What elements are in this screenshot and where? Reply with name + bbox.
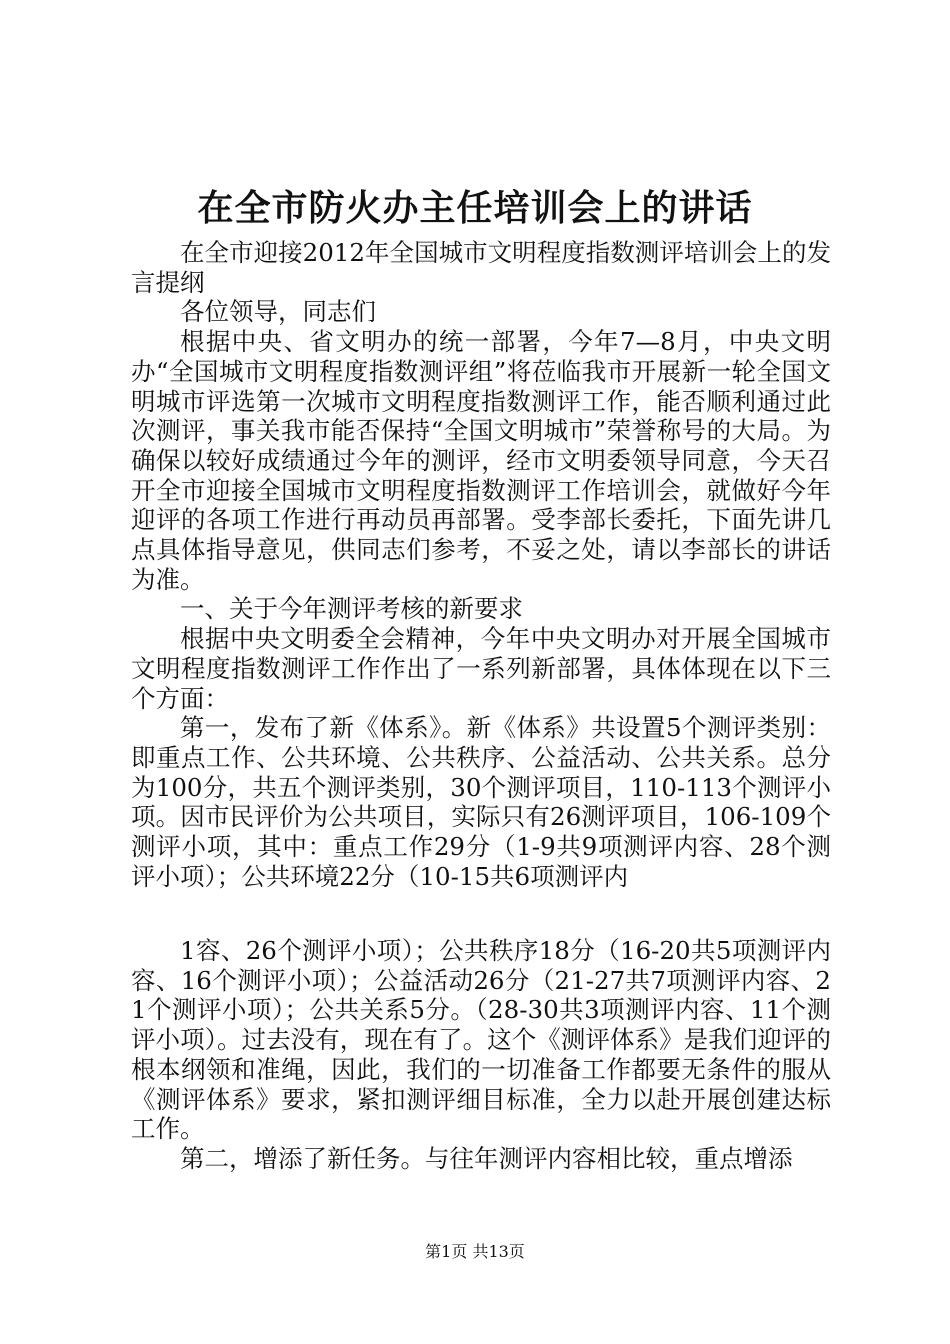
paragraph: 在全市迎接2012年全国城市文明程度指数测评培训会上的发言提纲 — [131, 238, 831, 297]
paragraph: 第二，增添了新任务。与往年测评内容相比较，重点增添 — [180, 1143, 793, 1173]
paragraph: 根据中央、省文明办的统一部署，今年7—8月，中央文明办“全国城市文明程度指数测评组”将莅临我市开展新一轮全国文明城市评选第一次城市文明程度指数测评工作，能否顺利通过此次测评，事关我市能否保持“全国文明城市”荣誉称号的大局。为确保以较好成绩通过今年的测评，经市文明委领导同意，今天召开全市迎接全国城市文明程度指数测评工作培训会，就做好今年迎评的各项工作进行再动员再部署。受李部长委托，下面先讲几点具体指导意见，供同志们参考，不妥之处，请以李部长的讲话为准。 — [131, 327, 831, 594]
paragraph: 第一，发布了新《体系》。新《体系》共设置5个测评类别：即重点工作、公共环境、公共秩序、公益活动、公共关系。总分为100分，共五个测评类别，30个测评项目，110-113个测评小项。因市民评价为公共项目，实际只有26测评项目，106-109个测评小项，其中：重点工作29分（1-9共9项测评内容、28个测评小项）；公共环境22分（10-15共6项测评内 — [131, 713, 831, 891]
paragraph: 1容、26个测评小项）；公共秩序18分（16-20共5项测评内容、16个测评小项）；公益活动26分（21-27共7项测评内容、21个测评小项）；公共关系5分。（28-30共3项测评内容、11个测评小项）。过去没有，现在有了。这个《测评体系》是我们迎评的根本纲领和准绳，因此，我们的一切准备工作都要无条件的服从《测评体系》要求，紧扣测评细目标准，全力以赴开展创建达标工作。 — [131, 936, 831, 1144]
paragraph: 各位领导，同志们 — [180, 297, 376, 327]
page-footer: 第1页 共13页 — [425, 1242, 525, 1261]
paragraph: 根据中央文明委全会精神，今年中央文明办对开展全国城市文明程度指数测评工作作出了一系列新部署，具体体现在以下三个方面： — [131, 624, 831, 713]
body-text-block — [131, 936, 831, 1174]
paragraph: 一、关于今年测评考核的新要求 — [180, 594, 523, 624]
page-title: 在全市防火办主任培训会上的讲话 — [197, 187, 753, 229]
body-text-block — [131, 238, 831, 891]
